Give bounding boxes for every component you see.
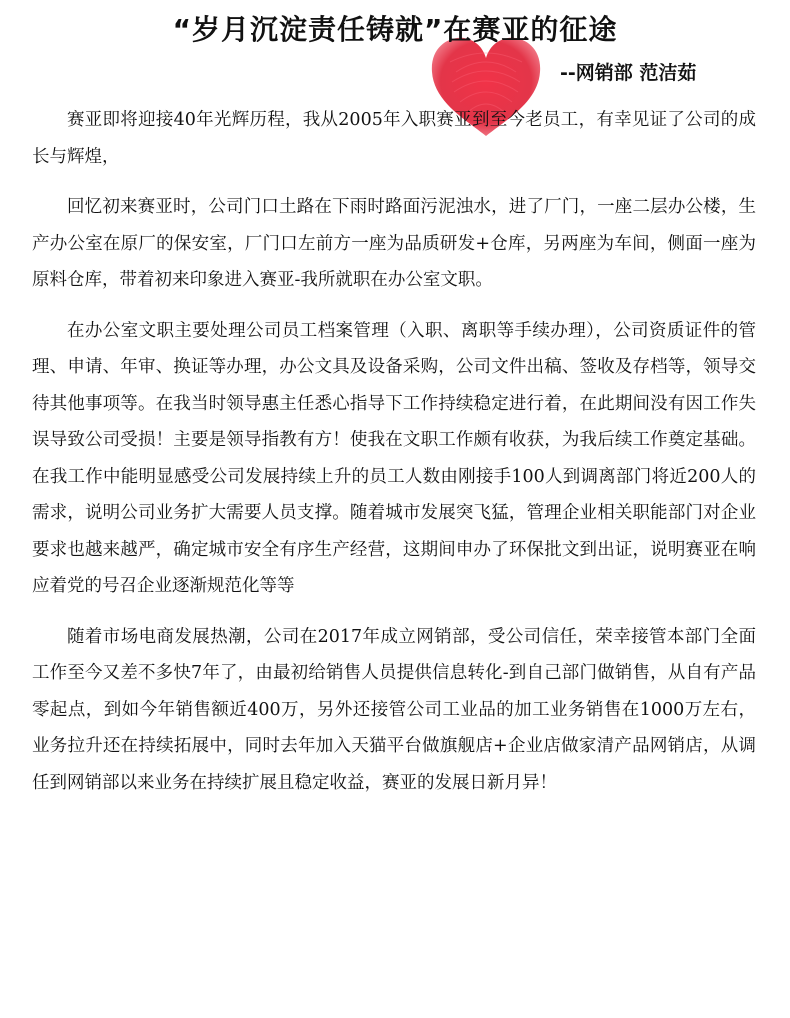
document-title: “岁月沉淀责任铸就”在赛亚的征途	[172, 13, 618, 46]
paragraph: 在办公室文职主要处理公司员工档案管理（入职、离职等手续办理），公司资质证件的管理、申请、年审、换证等办理，办公文具及设备采购，公司文件出稿、签收及存档等，领导交待其他事项等。在我当时领导惠主任悉心指导下工作持续稳定进行着，在此期间没有因工作失误导致公司受损！主要是领导指教有方！使我在文职工作颇有收获，为我后续工作奠定基础。在我工作中能明显感受公司发展持续上升的员工人数由刚接手100人到调离部门将近200人的需求，说明公司业务扩大需要人员支撑。随着城市发展突飞猛，管理企业相关职能部门对企业要求也越来越严，确定城市安全有序生产经营，这期间申办了环保批文到出证，说明赛亚在响应着党的号召企业逐渐规范化等等	[32, 320, 756, 596]
author-line: --网销部 范洁茹	[560, 62, 697, 84]
document-body	[32, 102, 756, 815]
paragraph: 随着市场电商发展热潮，公司在2017年成立网销部，受公司信任，荣幸接管本部门全面工作至今又差不多快7年了，由最初给销售人员提供信息转化-到自己部门做销售，从自有产品零起点，到如今年销售额近400万，另外还接管公司工业品的加工业务销售在1000万左右，业务拉升还在持续拓展中，同时去年加入天猫平台做旗舰店+企业店做家清产品网销店，从调任到网销部以来业务在持续扩展且稳定收益，赛亚的发展日新月异！	[32, 626, 756, 793]
paragraph: 赛亚即将迎接40年光辉历程，我从2005年入职赛亚到至今老员工，有幸见证了公司的成长与辉煌，	[32, 110, 756, 167]
paragraph: 回忆初来赛亚时，公司门口土路在下雨时路面污泥浊水，进了厂门，一座二层办公楼，生产办公室在原厂的保安室，厂门口左前方一座为品质研发+仓库，另两座为车间，侧面一座为原料仓库，带着初来印象进入赛亚-我所就职在办公室文职。	[32, 197, 756, 290]
